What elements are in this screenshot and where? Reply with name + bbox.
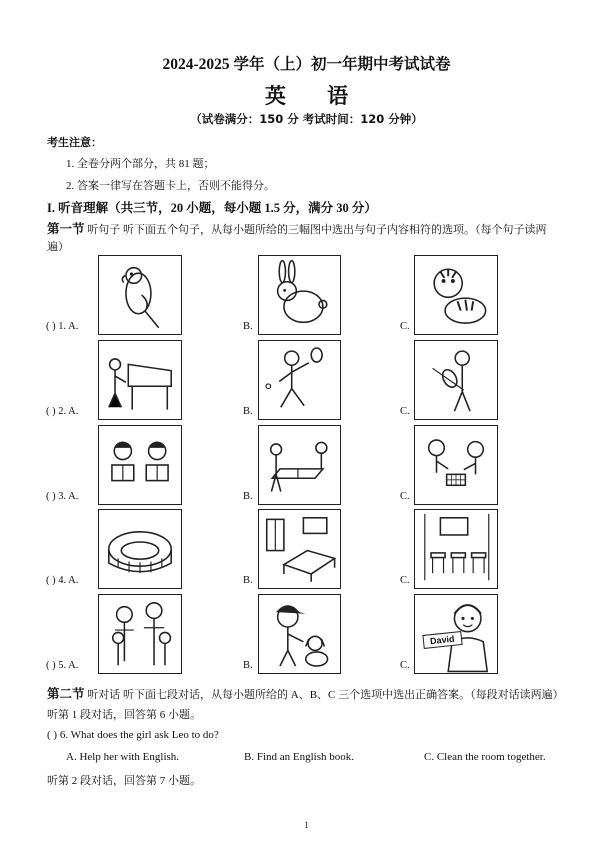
parrot-icon (99, 256, 181, 334)
page-number: 1 (304, 820, 309, 830)
part1-title: I. 听音理解（共三节，20 小题，每小题 1.5 分，满分 30 分） (47, 201, 377, 215)
question-3-option-c-label: C. (400, 491, 410, 502)
dialog2-intro: 听第 2 段对话，回答第 7 小题。 (47, 775, 201, 787)
question-2-label: ( ) 2. A. (46, 406, 79, 417)
q6-option-a: A. Help her with English. (66, 751, 180, 763)
section2-text: 听对话 听下面七段对话，从每小题所给的 A、B、C 三个选项中选出正确答案。（每段对话读两遍） (87, 689, 564, 701)
tiger-icon (415, 256, 497, 334)
question-1-option-b-label: B. (243, 321, 253, 332)
question-4-label: ( ) 4. A. (46, 575, 79, 586)
question-5-option-c-picture (414, 594, 498, 674)
exam-subject: 英 语 (264, 84, 367, 108)
boy-dog-icon (259, 595, 340, 673)
question-1-option-c-label: C. (400, 321, 410, 332)
notes-heading: 考生注意： (47, 137, 102, 149)
q6-option-c: C. Clean the room together. (424, 751, 546, 763)
question-3-option-a-picture (98, 425, 182, 505)
bedroom-icon (259, 510, 340, 588)
question-3-option-b-label: B. (243, 491, 253, 502)
question-2-option-c-label: C. (400, 406, 410, 417)
question-3-label: ( ) 3. A. (46, 491, 79, 502)
question-2-option-a-picture (98, 340, 182, 420)
section1-label: 第一节 (47, 222, 85, 236)
family-icon (99, 595, 181, 673)
question-5-option-b-label: B. (243, 660, 253, 671)
dialog1-intro: 听第 1 段对话，回答第 6 小题。 (47, 709, 201, 721)
section1-text-cont: 遍） (47, 241, 69, 253)
question-5-option-a-picture (98, 594, 182, 674)
q6-stem: ( ) 6. What does the girl ask Leo to do? (47, 729, 219, 741)
question-4-option-b-picture (258, 509, 341, 589)
question-1-option-c-picture (414, 255, 498, 335)
note-item-2: 2. 答案一律写在答题卡上，否则不能得分。 (66, 180, 275, 192)
classroom-icon (415, 510, 497, 588)
stadium-icon (99, 510, 181, 588)
q6-option-b: B. Find an English book. (244, 751, 355, 763)
question-4-option-a-picture (98, 509, 182, 589)
ping-pong-icon (259, 426, 340, 504)
question-1-option-b-picture (258, 255, 341, 335)
question-5-option-c-label: C. (400, 660, 410, 671)
question-2-option-c-picture (414, 340, 498, 420)
question-1-label: ( ) 1. A. (46, 321, 79, 332)
question-2-option-b-picture (258, 340, 341, 420)
question-3-option-c-picture (414, 425, 498, 505)
violin-icon (415, 341, 497, 419)
question-1-option-a-picture (98, 255, 182, 335)
piano-icon (99, 341, 181, 419)
exam-title: 2024-2025 学年（上）初一年期中考试试卷 (162, 56, 451, 73)
rabbit-icon (259, 256, 340, 334)
question-5-option-b-picture (258, 594, 341, 674)
question-5-label: ( ) 5. A. (46, 660, 79, 671)
question-2-option-b-label: B. (243, 406, 253, 417)
section2-label: 第二节 (47, 687, 85, 701)
question-4-option-b-label: B. (243, 575, 253, 586)
question-4-option-c-label: C. (400, 575, 410, 586)
section2-instructions (47, 684, 564, 702)
section1-instructions (47, 219, 547, 237)
david-sign: David (422, 631, 462, 649)
tennis-icon (259, 341, 340, 419)
note-item-1: 1. 全卷分两个部分，共 81 题； (66, 158, 215, 170)
question-3-option-b-picture (258, 425, 341, 505)
reading-icon (99, 426, 181, 504)
exam-meta: （试卷满分：150 分 考试时间：120 分钟） (190, 112, 423, 126)
question-4-option-c-picture (414, 509, 498, 589)
section1-text: 听句子 听下面五个句子，从每小题所给的三幅图中选出与句子内容相符的选项。（每个句子读两 (87, 224, 547, 236)
chess-icon (415, 426, 497, 504)
